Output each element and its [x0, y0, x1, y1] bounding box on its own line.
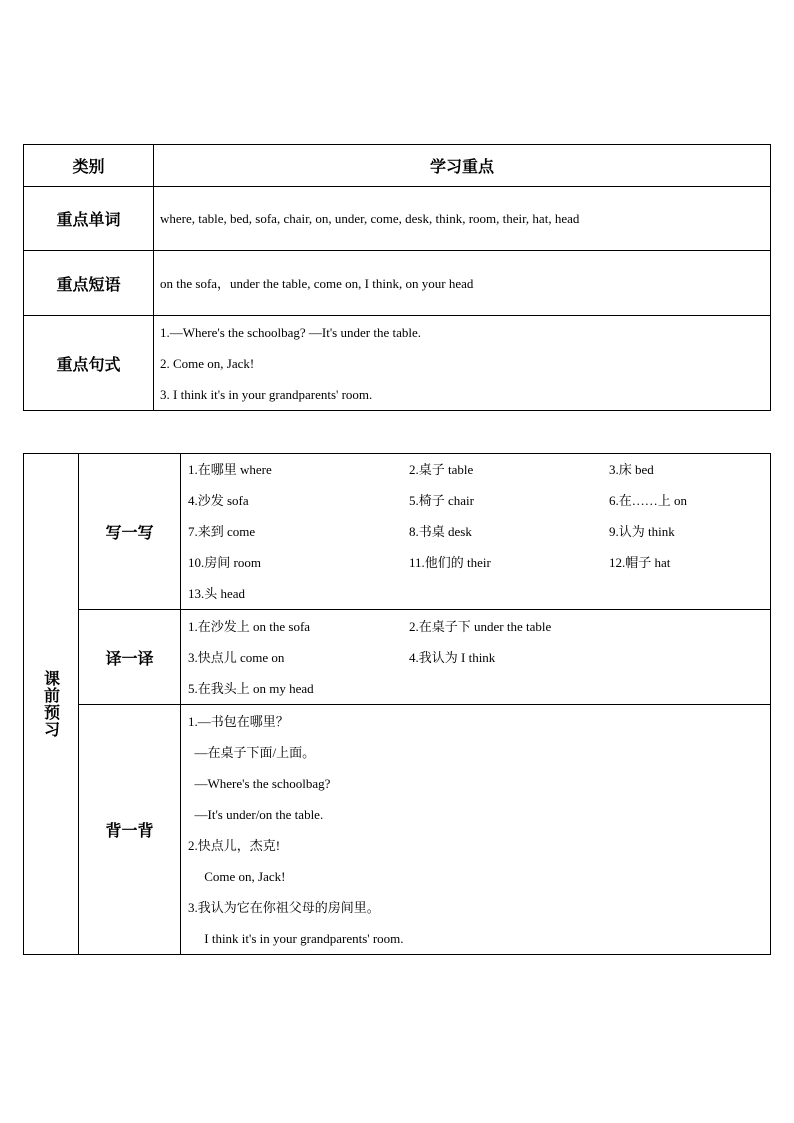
vocab-item: 2.桌子 table: [409, 462, 474, 477]
translate-row: [188, 642, 770, 673]
vocab-item: 5.椅子 chair: [409, 493, 474, 508]
translate-row: [188, 611, 770, 642]
translate-content: [181, 610, 771, 705]
write-row: [188, 516, 770, 547]
row-content-phrases: [154, 251, 771, 316]
vocab-item: 6.在……上 on: [609, 493, 688, 508]
write-row: [188, 578, 770, 609]
vocab-item: 7.来到 come: [188, 524, 256, 539]
phrase-item: 2.在桌子下 under the table: [409, 618, 552, 634]
row-label-sentences: 重点句式: [24, 316, 154, 411]
phrases-text: on the sofa，under the table, come on, I think, on your head: [160, 275, 474, 291]
write-row: [188, 454, 770, 485]
preview-side-cell: [24, 454, 79, 955]
recite-content: [181, 705, 771, 955]
phrase-item: 4.我认为 I think: [409, 649, 496, 665]
vocab-item: 10.房间 room: [188, 555, 261, 570]
recite-line: 2.快点儿，杰克!: [188, 837, 281, 853]
sentence-line: 1.—Where's the schoolbag? —It's under the table.: [160, 324, 421, 340]
vocab-item: 9.认为 think: [609, 524, 675, 539]
words-text: where, table, bed, sofa, chair, on, under, come, desk, think, room, their, hat, head: [160, 211, 580, 226]
recite-line: —Where's the schoolbag?: [188, 775, 331, 791]
recite-label: 背一背: [79, 705, 181, 955]
sentence-line: 3. I think it's in your grandparents' room.: [160, 386, 373, 402]
vocab-item: 4.沙发 sofa: [188, 493, 249, 508]
preview-table: [23, 453, 771, 955]
vocab-item: 13.头 head: [188, 586, 246, 601]
recite-line: Come on, Jack!: [188, 868, 286, 884]
write-row: [188, 485, 770, 516]
vocab-item: 12.帽子 hat: [609, 555, 671, 570]
row-content-sentences: [154, 316, 771, 411]
recite-line: I think it's in your grandparents' room.: [188, 930, 404, 946]
vocab-item: 3.床 bed: [609, 462, 654, 477]
write-content: [181, 454, 771, 610]
write-row: [188, 547, 770, 578]
sentence-line: 2. Come on, Jack!: [160, 355, 255, 371]
vocab-item: 1.在哪里 where: [188, 462, 272, 477]
vocab-item: 8.书桌 desk: [409, 524, 472, 539]
recite-line: 1.—书包在哪里？: [188, 713, 289, 729]
write-label: 写一写: [79, 454, 181, 610]
phrase-item: 1.在沙发上 on the sofa: [188, 618, 311, 634]
preview-side-label: 课前预习: [41, 670, 61, 738]
vocab-item: 11.他们的 their: [409, 555, 491, 570]
key-points-header: 学习重点: [154, 145, 771, 187]
row-label-words: 重点单词: [24, 187, 154, 251]
row-content-words: [154, 187, 771, 251]
translate-label: 译一译: [79, 610, 181, 705]
row-label-phrases: 重点短语: [24, 251, 154, 316]
recite-line: —It's under/on the table.: [188, 806, 324, 822]
category-header: 类别: [24, 145, 154, 187]
translate-row: [188, 673, 770, 704]
recite-line: 3.我认为它在你祖父母的房间里。: [188, 899, 380, 915]
phrase-item: 3.快点儿 come on: [188, 649, 285, 665]
phrase-item: 5.在我头上 on my head: [188, 680, 314, 696]
key-points-table: [23, 144, 771, 411]
recite-line: —在桌子下面/上面。: [188, 744, 316, 760]
